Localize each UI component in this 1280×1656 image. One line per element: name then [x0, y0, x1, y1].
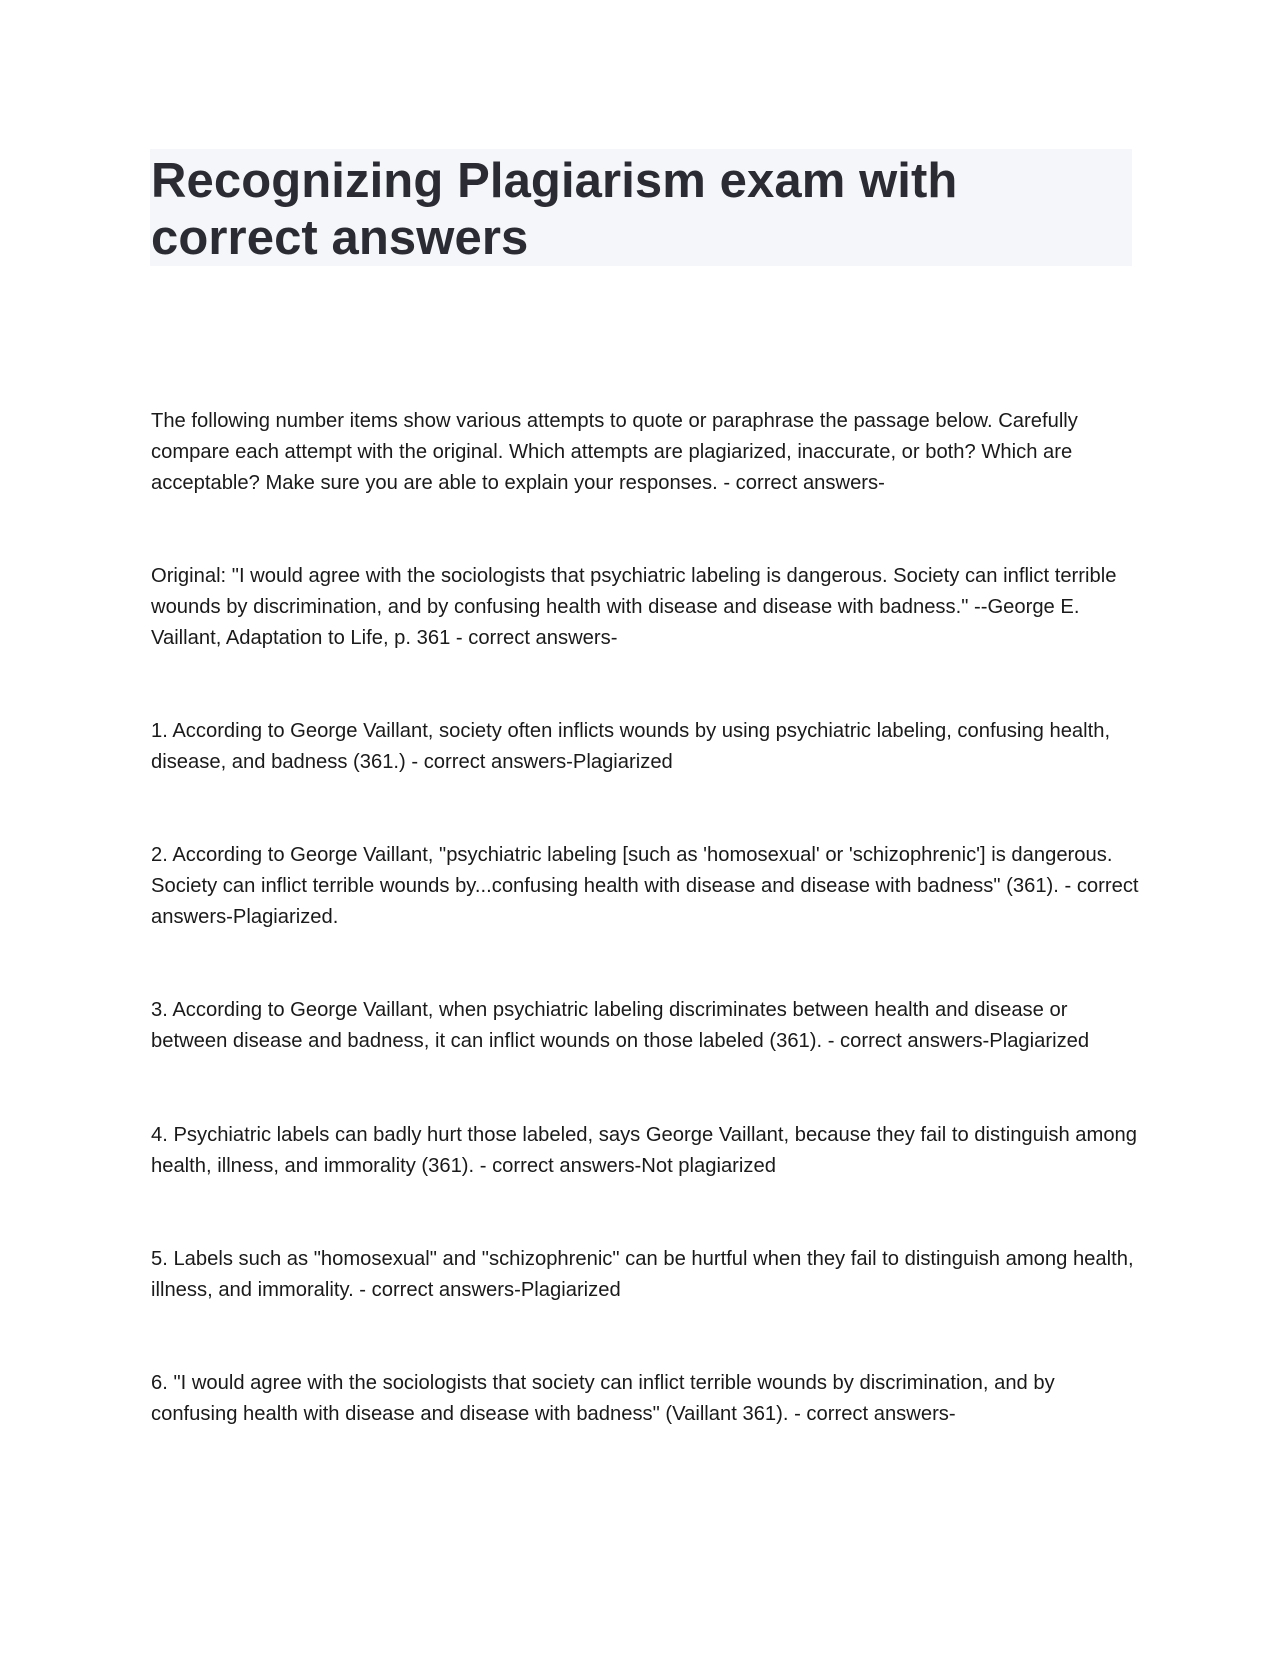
answer-item-4: 4. Psychiatric labels can badly hurt those labeled, says George Vaillant, because they fail to distinguish among health, illness, and immorality (361). - correct answers-Not plagiarized	[151, 1124, 1138, 1177]
answer-item-6: 6. "I would agree with the sociologists that society can inflict terrible wounds by discrimination, and by confusing health with disease and disease with badness" (Vaillant 361). - correct answers-	[151, 1372, 1055, 1425]
title-banner	[150, 149, 1132, 266]
answer-item-5: 5. Labels such as "homosexual" and "schizophrenic" can be hurtful when they fail to distinguish among health, illness, and immorality. - correct answers-Plagiarized	[151, 1248, 1134, 1301]
document-title: Recognizing Plagiarism exam with correct answers	[151, 154, 958, 265]
instructions-paragraph: The following number items show various attempts to quote or paraphrase the passage below. Carefully compare each attempt with the original. Which attempts are plagiarized, inaccurate, or both? Which are acceptable? Make sure you are able to explain your responses. - correct answers-	[151, 410, 1078, 494]
answer-item-2: 2. According to George Vaillant, "psychiatric labeling [such as 'homosexual' or 'schizophrenic'] is dangerous. Society can inflict terrible wounds by...confusing health with disease and disease with badness" (361). - correct answers-Plagiarized.	[151, 844, 1139, 928]
answer-item-3: 3. According to George Vaillant, when psychiatric labeling discriminates between health and disease or between disease and badness, it can inflict wounds on those labeled (361). - correct answers-Plagiarized	[151, 999, 1090, 1052]
original-passage: Original: "I would agree with the sociologists that psychiatric labeling is dangerous. Society can inflict terrible wounds by discrimination, and by confusing health with disease and disease with badness." --George E. Vaillant, Adaptation to Life, p. 361 - correct answers-	[151, 565, 1117, 649]
answer-item-1: 1. According to George Vaillant, society often inflicts wounds by using psychiatric labeling, confusing health, disease, and badness (361.) - correct answers-Plagiarized	[151, 720, 1111, 773]
